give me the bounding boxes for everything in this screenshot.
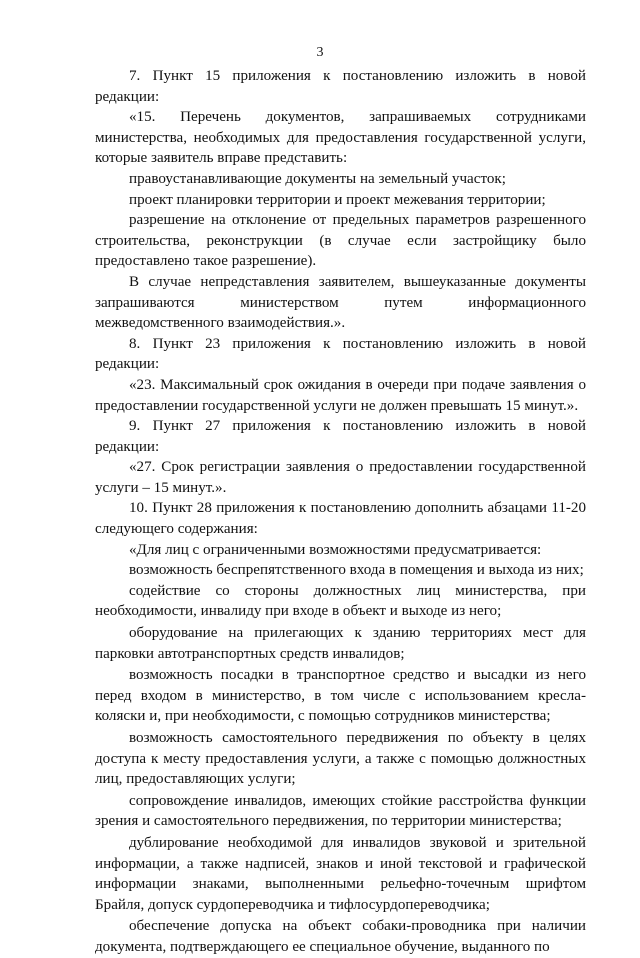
paragraph: 10. Пункт 28 приложения к постановлению дополнить абзацами 11-20 следующего содержания: bbox=[95, 500, 586, 538]
paragraph: содействие со стороны должностных лиц министерства, при необходимости, инвалиду при входе в объект и выходе из него; bbox=[95, 582, 586, 620]
paragraph: разрешение на отклонение от предельных параметров разрешенного строительства, реконструкции (в случае если застройщику было предоставлено такое разрешение). bbox=[95, 212, 586, 270]
paragraph: правоустанавливающие документы на земельный участок; bbox=[129, 170, 506, 187]
paragraph: «15. Перечень документов, запрашиваемых сотрудниками министерства, необходимых для предоставления государственной услуги, которые заявитель вправе представить: bbox=[95, 109, 586, 167]
paragraph: возможность самостоятельного передвижения по объекту в целях доступа к месту предоставления услуги, а также с помощью должностных лиц, предоставляющих услуги; bbox=[95, 730, 586, 788]
paragraph: «23. Максимальный срок ожидания в очереди при подаче заявления о предоставлении государственной услуги не должен превышать 15 минут.». bbox=[95, 376, 586, 414]
paragraph: возможность посадки в транспортное средство и высадки из него перед входом в министерство, в том числе с использованием кресла-коляски и, при необходимости, с помощью сотрудников министерства; bbox=[95, 667, 586, 725]
paragraph: «27. Срок регистрации заявления о предоставлении государственной услуги – 15 минут.». bbox=[95, 459, 586, 496]
paragraph: оборудование на прилегающих к зданию территориях мест для парковки автотранспортных средств инвалидов; bbox=[95, 625, 586, 662]
paragraph: возможность беспрепятственного входа в помещения и выхода из них; bbox=[129, 562, 584, 579]
paragraph: дублирование необходимой для инвалидов звуковой и зрительной информации, а также надписей, знаков и иной текстовой и графической информации знаками, выполненными рельефно-точечным шрифтом Брайля, допуск сурдопереводчика и тифлосурдопереводчика; bbox=[95, 834, 586, 913]
paragraph: проект планировки территории и проект межевания территории; bbox=[129, 191, 546, 208]
paragraph: сопровождение инвалидов, имеющих стойкие расстройства функции зрения и самостоятельного передвижения, по территории министерства; bbox=[95, 792, 586, 830]
paragraph: 8. Пункт 23 приложения к постановлению изложить в новой редакции: bbox=[95, 335, 586, 373]
paragraph: 9. Пункт 27 приложения к постановлению изложить в новой редакции: bbox=[95, 418, 586, 455]
document-body bbox=[95, 66, 586, 958]
paragraph: «Для лиц с ограниченными возможностями предусматривается: bbox=[129, 541, 542, 558]
paragraph: обеспечение допуска на объект собаки-проводника при наличии документа, подтверждающего ее специальное обучение, выданного по bbox=[95, 918, 586, 955]
page-number: 3 bbox=[316, 45, 324, 60]
paragraph: 7. Пункт 15 приложения к постановлению изложить в новой редакции: bbox=[95, 68, 586, 105]
paragraph: В случае непредставления заявителем, вышеуказанные документы запрашиваются министерством путем информационного межведомственного взаимодействия.». bbox=[95, 273, 586, 332]
